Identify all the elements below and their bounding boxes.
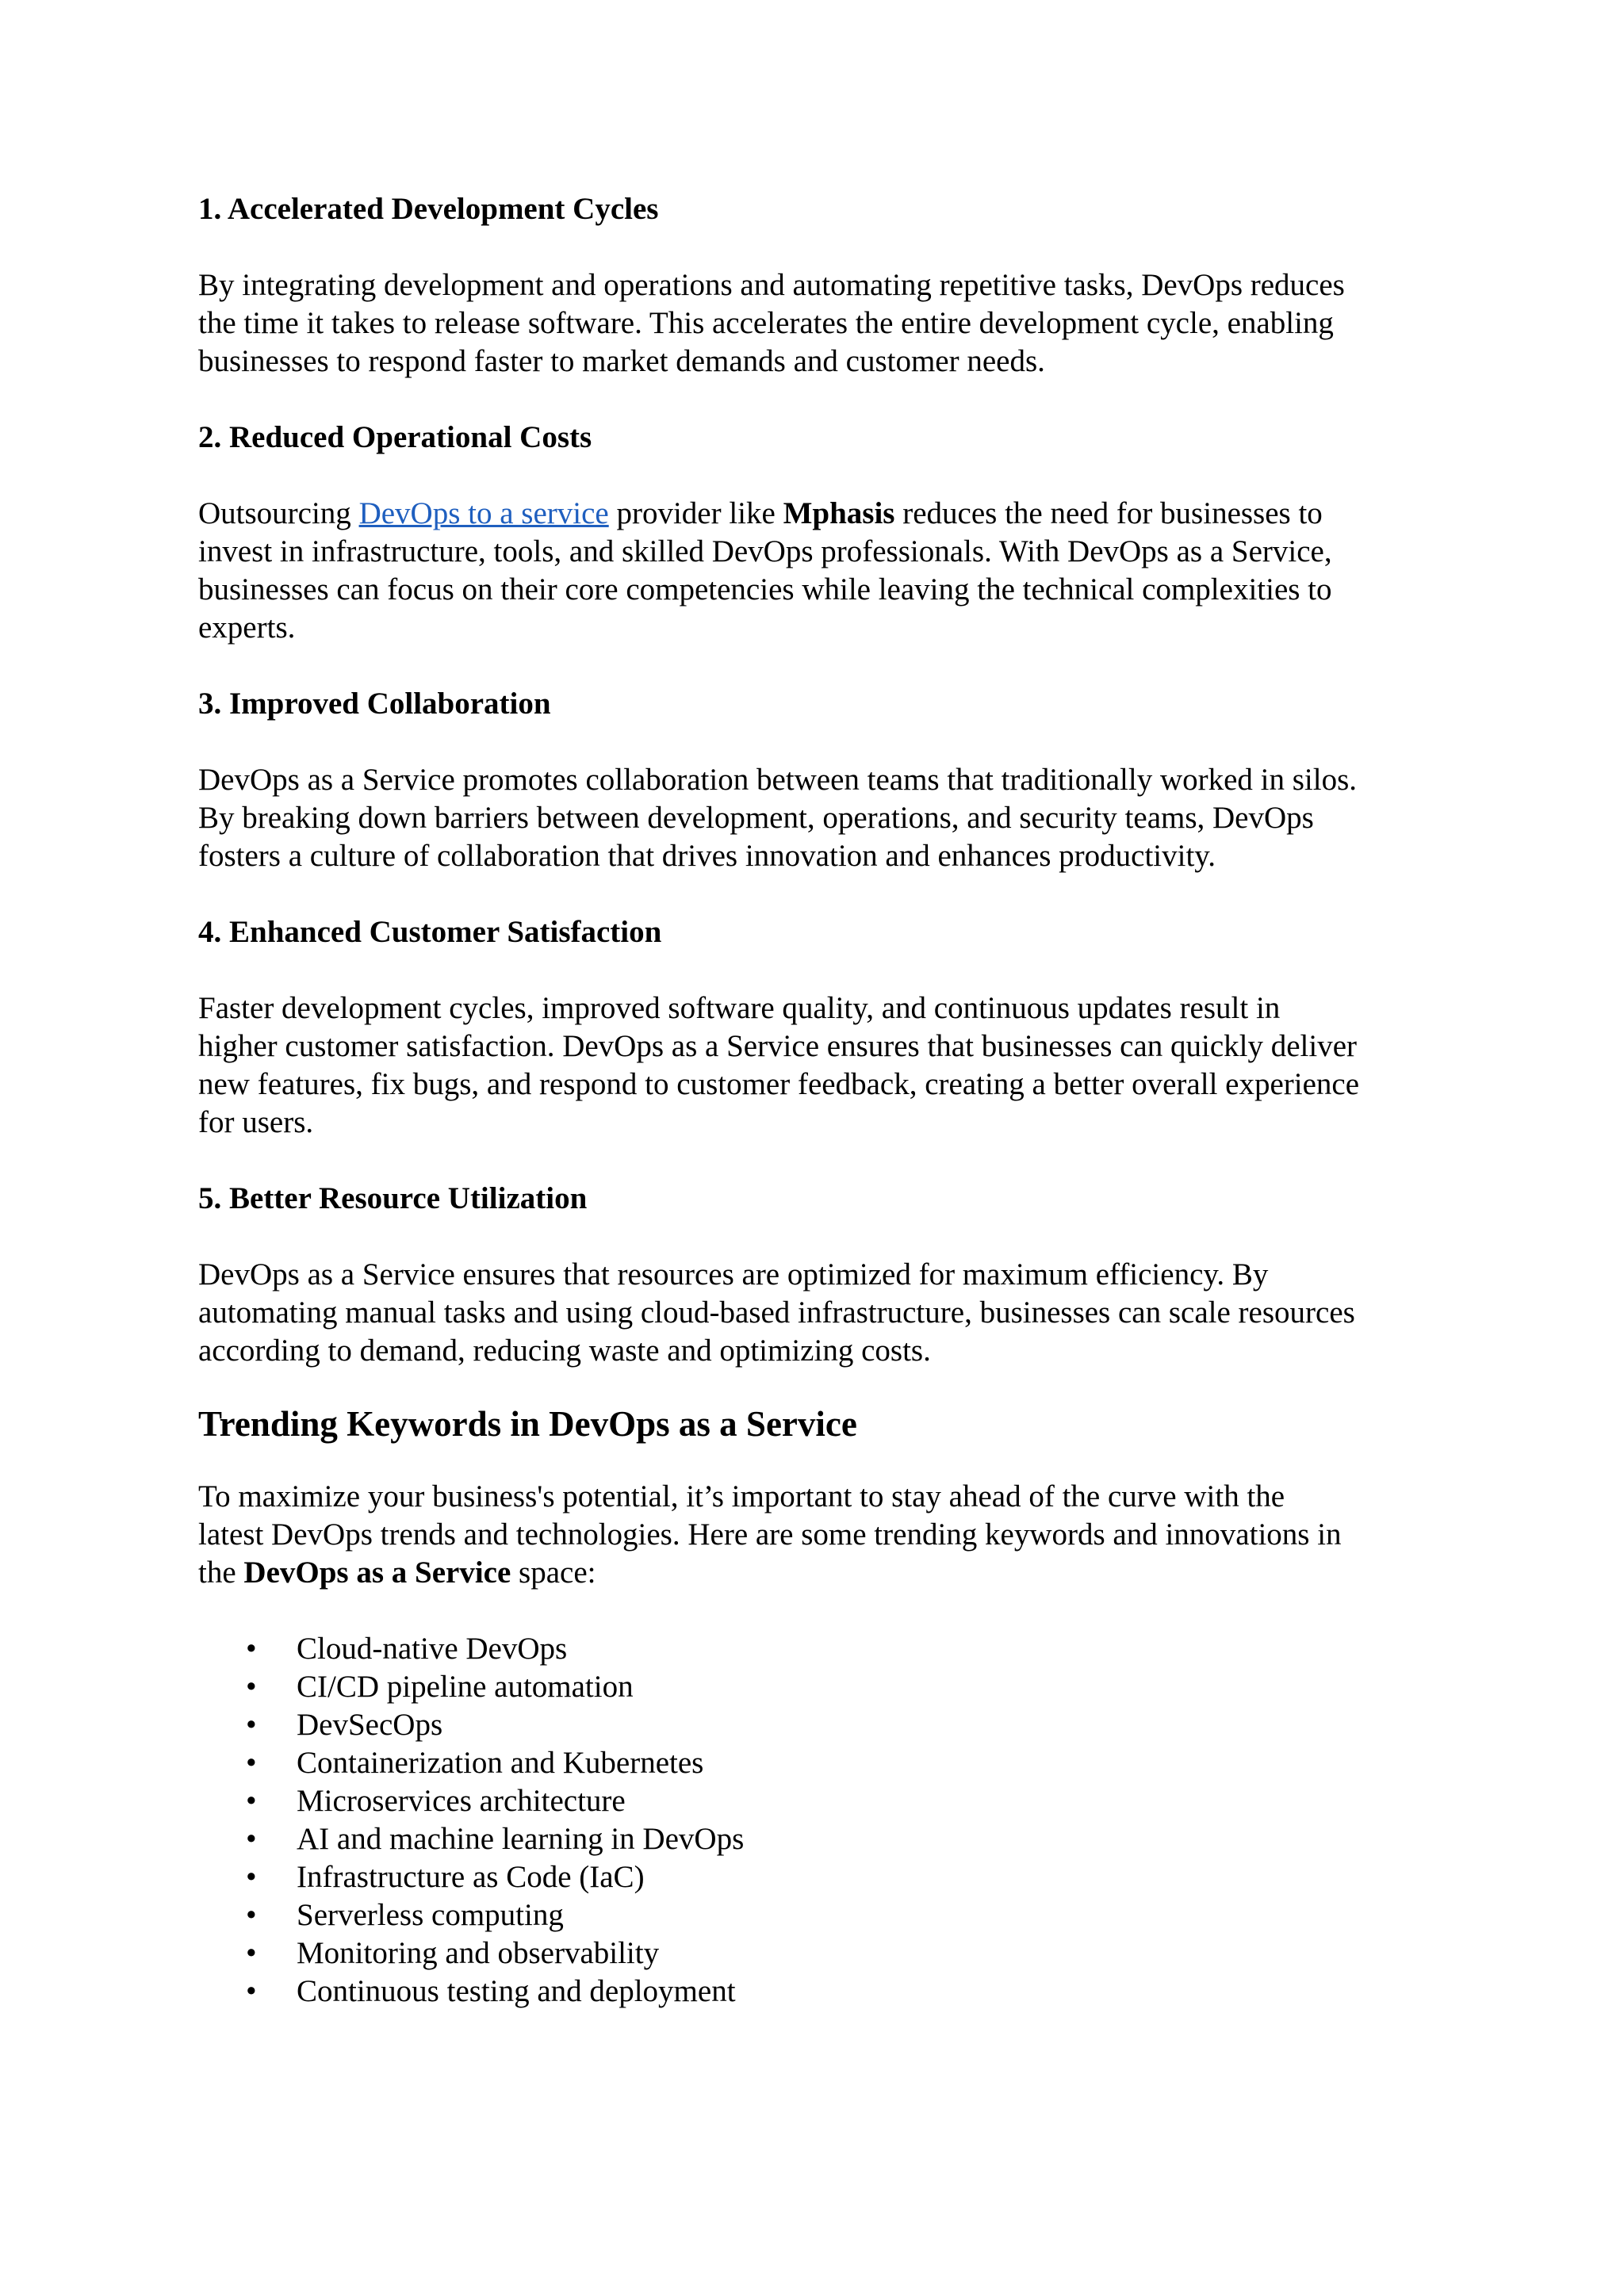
paragraph-line: latest DevOps trends and technologies. Here are some trending keywords and innovations in [198, 1517, 1342, 1552]
paragraph-text: the [198, 1556, 244, 1590]
devops-service-link[interactable]: DevOps to a service [358, 496, 609, 530]
keyword-text: CI/CD pipeline automation [297, 1670, 634, 1704]
paragraph-line: businesses to respond faster to market demands and customer needs. [198, 344, 1045, 378]
paragraph-line: new features, fix bugs, and respond to customer feedback, creating a better overall experience [198, 1067, 1360, 1101]
paragraph-line: businesses can focus on their core competencies while leaving the technical complexities to [198, 572, 1332, 607]
section-paragraph [198, 1256, 1451, 1370]
paragraph-line: fosters a culture of collaboration that drives innovation and enhances productivity. [198, 839, 1216, 873]
section-heading: 4. Enhanced Customer Satisfaction [198, 915, 662, 949]
list-item [198, 1782, 1451, 1820]
section-improved-collaboration [198, 685, 1451, 875]
bullet-icon: • [246, 1860, 257, 1894]
section-reduced-costs [198, 419, 1451, 647]
section-paragraph [198, 761, 1451, 875]
brand-name: Mphasis [783, 496, 895, 530]
paragraph-text: provider like [608, 496, 783, 530]
paragraph-line: higher customer satisfaction. DevOps as a Service ensures that businesses can quickly deliver [198, 1029, 1357, 1063]
bullet-icon: • [246, 1936, 257, 1970]
section-heading: 1. Accelerated Development Cycles [198, 192, 659, 226]
paragraph-line: invest in infrastructure, tools, and skilled DevOps professionals. With DevOps as a Service, [198, 534, 1332, 568]
section-heading: 2. Reduced Operational Costs [198, 420, 592, 454]
section-paragraph [198, 266, 1451, 381]
paragraph-line: Faster development cycles, improved software quality, and continuous updates result in [198, 991, 1281, 1025]
keyword-text: DevSecOps [297, 1708, 443, 1742]
section-trending-keywords [198, 1402, 1451, 2011]
list-item [198, 1668, 1451, 1706]
bold-term: DevOps as a Service [243, 1556, 511, 1590]
trending-heading: Trending Keywords in DevOps as a Service [198, 1404, 857, 1444]
paragraph-line: experts. [198, 610, 296, 645]
paragraph-line: the time it takes to release software. This accelerates the entire development cycle, enabling [198, 306, 1334, 340]
keyword-text: Continuous testing and deployment [297, 1974, 736, 2008]
section-customer-satisfaction [198, 913, 1451, 1142]
paragraph-line: automating manual tasks and using cloud-based infrastructure, businesses can scale resources [198, 1295, 1355, 1330]
bullet-icon: • [246, 1708, 257, 1742]
keyword-text: Microservices architecture [297, 1784, 626, 1818]
list-item [198, 1630, 1451, 1668]
trending-intro [198, 1478, 1451, 1592]
bullet-icon: • [246, 1898, 257, 1932]
keyword-list [198, 1630, 1451, 2011]
list-item [198, 1706, 1451, 1744]
list-item [198, 1896, 1451, 1934]
keyword-text: Serverless computing [297, 1898, 564, 1932]
keyword-text: AI and machine learning in DevOps [297, 1822, 745, 1856]
keyword-text: Containerization and Kubernetes [297, 1746, 704, 1780]
paragraph-text: reduces the need for businesses to [894, 496, 1323, 530]
paragraph-line: DevOps as a Service promotes collaboration between teams that traditionally worked in silos. [198, 763, 1358, 797]
list-item [198, 1973, 1451, 2011]
bullet-icon: • [246, 1974, 257, 2008]
keyword-text: Infrastructure as Code (IaC) [297, 1860, 645, 1894]
bullet-icon: • [246, 1632, 257, 1666]
bullet-icon: • [246, 1746, 257, 1780]
section-heading: 3. Improved Collaboration [198, 687, 551, 721]
keyword-text: Cloud-native DevOps [297, 1632, 568, 1666]
section-accelerated-development [198, 190, 1451, 381]
section-paragraph [198, 989, 1451, 1142]
list-item [198, 1934, 1451, 1973]
section-resource-utilization [198, 1180, 1451, 1370]
document-page [198, 190, 1451, 2011]
list-item [198, 1744, 1451, 1782]
bullet-icon: • [246, 1784, 257, 1818]
paragraph-text: space: [511, 1556, 596, 1590]
bullet-icon: • [246, 1822, 257, 1856]
paragraph-line: By integrating development and operations and automating repetitive tasks, DevOps reduces [198, 268, 1345, 302]
section-heading: 5. Better Resource Utilization [198, 1181, 588, 1215]
list-item [198, 1820, 1451, 1858]
bullet-icon: • [246, 1670, 257, 1704]
paragraph-line: By breaking down barriers between development, operations, and security teams, DevOps [198, 801, 1314, 835]
section-paragraph [198, 495, 1451, 647]
paragraph-line: To maximize your business's potential, it’s important to stay ahead of the curve with the [198, 1479, 1285, 1513]
list-item [198, 1858, 1451, 1896]
paragraph-line: according to demand, reducing waste and optimizing costs. [198, 1334, 931, 1368]
paragraph-line: DevOps as a Service ensures that resources are optimized for maximum efficiency. By [198, 1257, 1269, 1292]
keyword-text: Monitoring and observability [297, 1936, 660, 1970]
paragraph-text: Outsourcing [198, 496, 359, 530]
paragraph-line: for users. [198, 1105, 314, 1139]
